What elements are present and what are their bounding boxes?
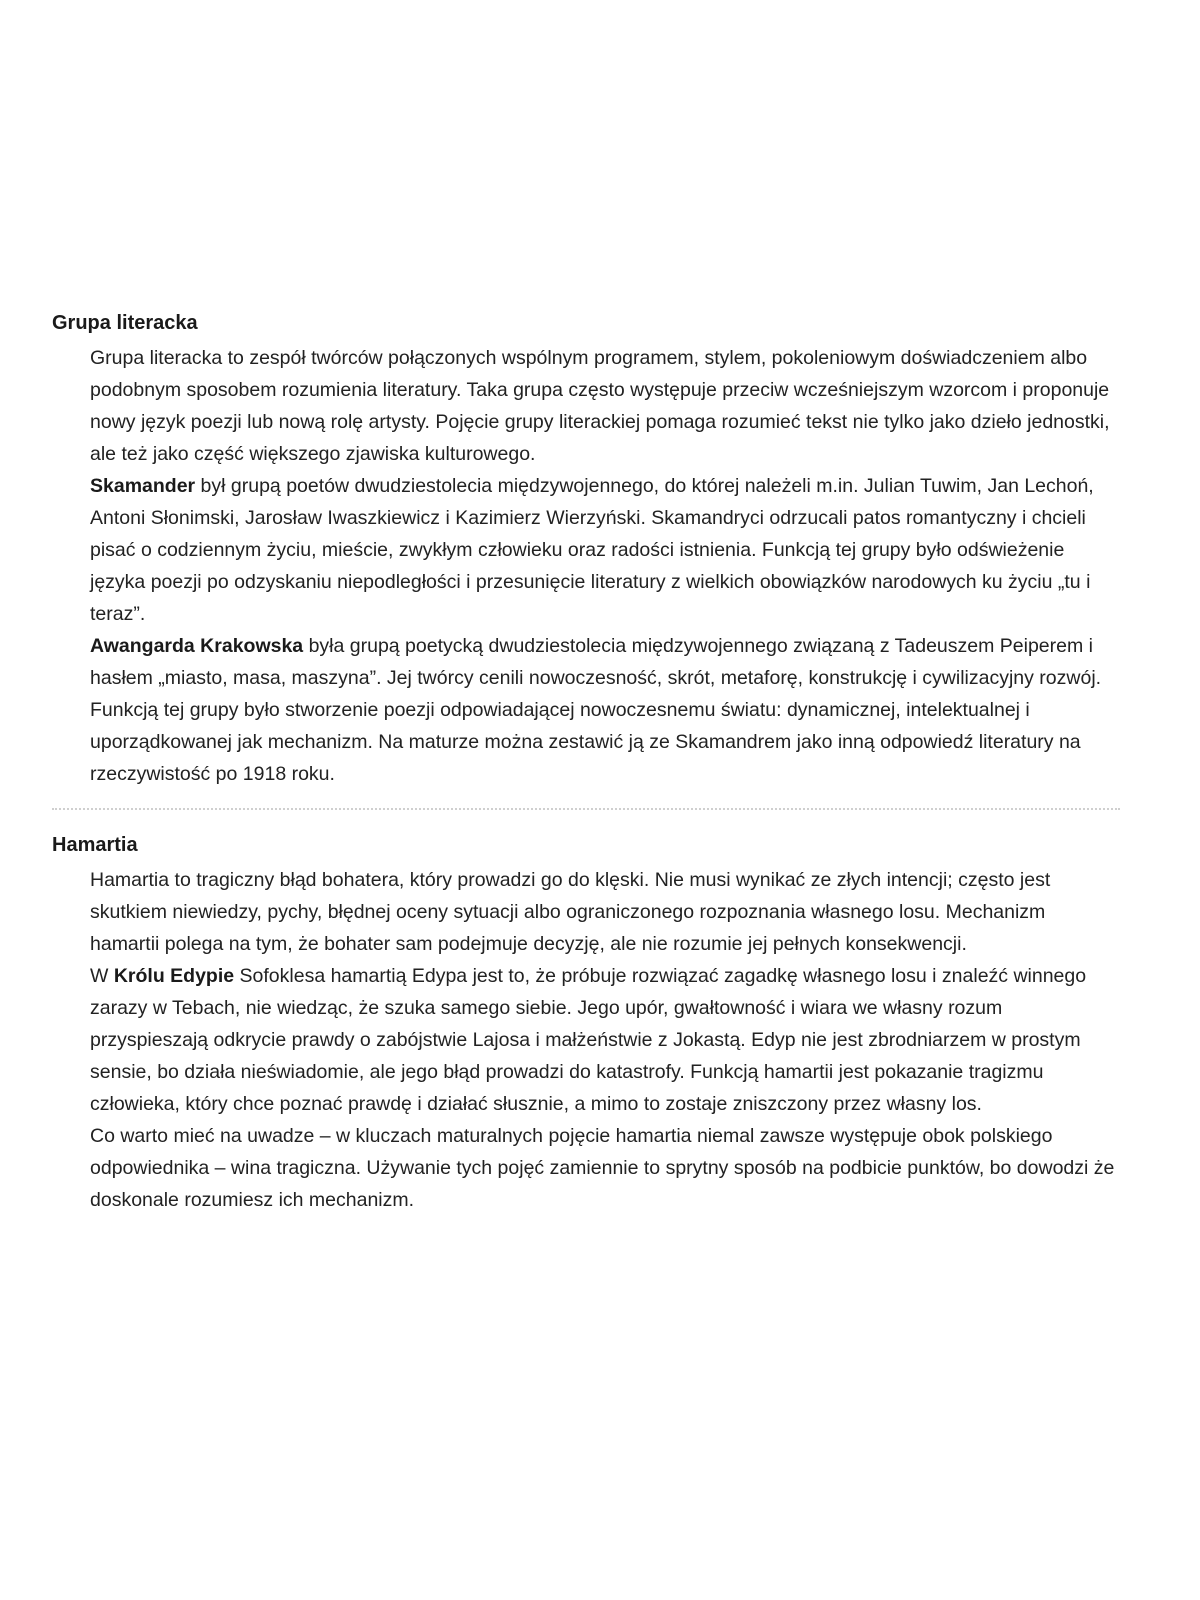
entry-grupa-literacka — [52, 310, 1120, 790]
paragraph — [90, 864, 1120, 960]
entry-hamartia — [52, 832, 1120, 1216]
paragraph-text: była grupą poetycką dwudziestolecia międzywojennego związaną z Tadeuszem Peiperem i hasłem „miasto, masa, maszyna”. Jej twórcy cenili nowoczesność, skrót, metaforę, konstrukcję i cywilizacyjny rozwój. Funkcją tej grupy było stworzenie poezji odpowiadającej nowoczesnemu światu: dynamicznej, intelektualnej i uporządkowanej jak mechanizm. Na maturze można zestawić ją ze Skamandrem jako inną odpowiedź literatury na rzeczywistość po 1918 roku. — [90, 635, 1102, 785]
entry-body — [52, 864, 1120, 1216]
entry-body — [52, 342, 1120, 790]
paragraph — [90, 960, 1120, 1120]
entry-title: Grupa literacka — [52, 312, 198, 334]
paragraph-text: Co warto mieć na uwadze – w kluczach maturalnych pojęcie hamartia niemal zawsze występuje obok polskiego odpowiednika – wina tragiczna. Używanie tych pojęć zamiennie to sprytny sposób na podbicie punktów, bo dowodzi że doskonale rozumiesz ich mechanizm. — [90, 1125, 1115, 1211]
paragraph-text: Hamartia to tragiczny błąd bohatera, który prowadzi go do klęski. Nie musi wynikać ze złych intencji; często jest skutkiem niewiedzy, pychy, błędnej oceny sytuacji albo ograniczonego rozpoznania własnego losu. Mechanizm hamartii polega na tym, że bohater sam podejmuje decyzję, ale nie rozumie jej pełnych konsekwencji. — [90, 869, 1051, 955]
paragraph-text: Grupa literacka to zespół twórców połączonych wspólnym programem, stylem, pokoleniowym doświadczeniem albo podobnym sposobem rozumienia literatury. Taka grupa często występuje przeciw wcześniejszym wzorcom i proponuje nowy język poezji lub nową rolę artysty. Pojęcie grupy literackiej pomaga rozumieć tekst nie tylko jako dzieło jednostki, ale też jako część większego zjawiska kulturowego. — [90, 347, 1110, 465]
paragraph-lead: W — [90, 965, 114, 987]
paragraph-text: Sofoklesa hamartią Edypa jest to, że próbuje rozwiązać zagadkę własnego losu i znaleźć winnego zarazy w Tebach, nie wiedząc, że szuka samego siebie. Jego upór, gwałtowność i wiara we własny rozum przyspieszają odkrycie prawdy o zabójstwie Lajosa i małżeństwie z Jokastą. Edyp nie jest zbrodniarzem w prostym sensie, bo działa nieświadomie, ale jego błąd prowadzi do katastrofy. Funkcją hamartii jest pokazanie tragizmu człowieka, który chce poznać prawdę i działać słusznie, a mimo to zostaje zniszczony przez własny los. — [90, 965, 1087, 1115]
entry-title: Hamartia — [52, 834, 138, 856]
paragraph-bold-term: Skamander — [90, 475, 196, 497]
paragraph-bold-term: Awangarda Krakowska — [90, 635, 304, 657]
paragraph — [90, 470, 1120, 630]
paragraph — [90, 1120, 1120, 1216]
paragraph — [90, 630, 1120, 790]
entry-divider — [52, 808, 1120, 810]
paragraph — [90, 342, 1120, 470]
paragraph-bold-term: Królu Edypie — [113, 965, 235, 987]
paragraph-text: był grupą poetów dwudziestolecia międzywojennego, do której należeli m.in. Julian Tuwim, Jan Lechoń, Antoni Słonimski, Jarosław Iwaszkiewicz i Kazimierz Wierzyński. Skamandryci odrzucali patos romantyczny i chcieli pisać o codziennym życiu, mieście, zwykłym człowieku oraz radości istnienia. Funkcją tej grupy było odświeżenie języka poezji po odzyskaniu niepodległości i przesunięcie literatury z wielkich obowiązków narodowych ku życiu „tu i teraz”. — [90, 475, 1094, 625]
